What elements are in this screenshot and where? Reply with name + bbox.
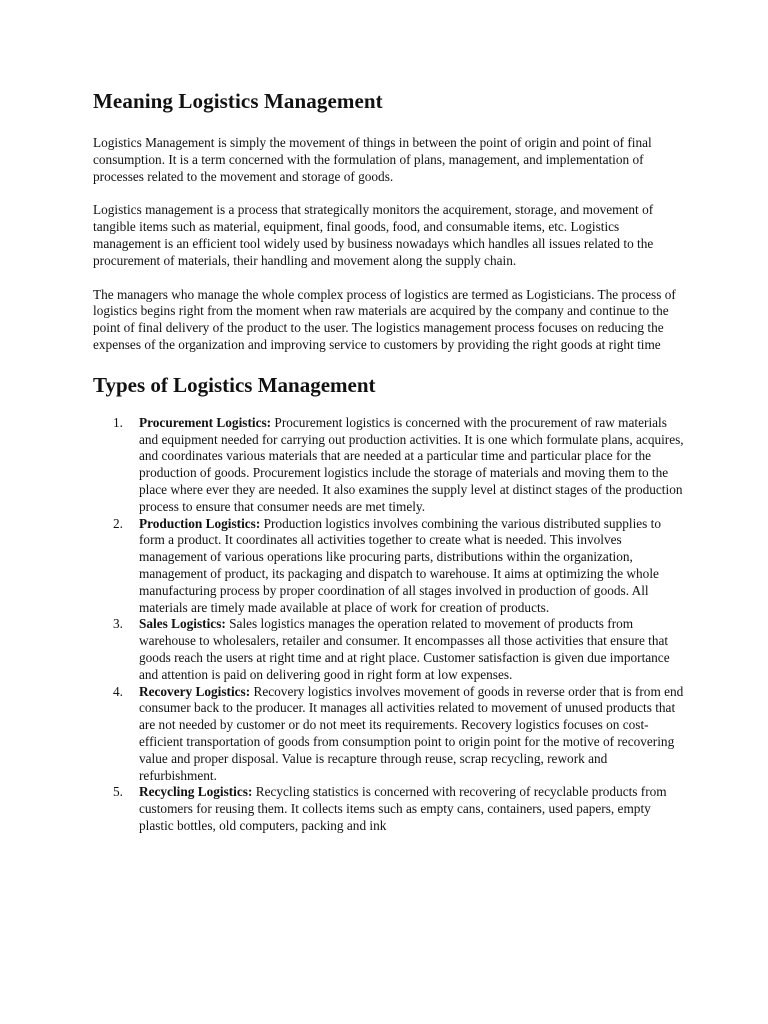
list-item-recycling (113, 784, 685, 834)
item-label: Recycling Logistics: (139, 784, 253, 800)
list-number: 4. (113, 683, 123, 699)
list-item-production (113, 515, 685, 617)
paragraph-logisticians: The managers who manage the whole complex process of logistics are termed as Logisticians. The process of logistics begins right from the moment when raw materials are acquired by the company and continue to the point of final delivery of the product to the user. The logistics management process focuses on reducing the expenses of the organization and improving service to customers by providing the right goods at right time (93, 286, 676, 352)
item-text: Procurement logistics is concerned with the procurement of raw materials and equipment needed for carrying out production activities. It is one which formulate plans, acquires, and coordinates various materials that are needed at a particular time and particular place for the production of goods. Procurement logistics include the storage of materials and moving them to the place where ever they are needed. It also examines the supply level at distinct stages of the production process to ensure that consumer needs are met timely. (139, 414, 684, 514)
item-text: Recycling statistics is concerned with recovering of recyclable products from customers for reusing them. It collects items such as empty cans, containers, used papers, empty plastic bottles, old computers, packing and ink (139, 784, 667, 833)
types-list (93, 415, 685, 835)
item-label: Sales Logistics: (139, 616, 226, 632)
list-number: 5. (113, 784, 123, 800)
list-item-procurement (113, 414, 685, 516)
list-number: 3. (113, 616, 123, 632)
heading-types: Types of Logistics Management (93, 372, 376, 397)
heading-meaning: Meaning Logistics Management (93, 89, 383, 113)
list-number: 1. (113, 414, 123, 430)
paragraph-process: Logistics management is a process that strategically monitors the acquirement, storage, and movement of tangible items such as material, equipment, final goods, food, and consumable items, etc. Logistics management is an efficient tool widely used by business nowadays which handles all issues related to the procurement of materials, their handling and movement along the supply chain. (93, 202, 654, 268)
list-item-sales (113, 616, 685, 683)
item-label: Recovery Logistics: (139, 683, 251, 699)
paragraph-definition: Logistics Management is simply the movement of things in between the point of origin and point of final consumption. It is a term concerned with the formulation of plans, management, and implementation of processes related to the movement and storage of goods. (93, 135, 652, 184)
list-number: 2. (113, 515, 123, 531)
item-label: Procurement Logistics: (139, 414, 272, 430)
item-label: Production Logistics: (139, 515, 261, 531)
item-text: Sales logistics manages the operation related to movement of products from warehouse to wholesalers, retailer and consumer. It encompasses all those activities that ensure that goods reach the users at right time and at right place. Customer satisfaction is given due importance and attention is paid on delivering good in right form at low expenses. (139, 616, 670, 682)
document-page (93, 87, 683, 835)
item-text: Recovery logistics involves movement of goods in reverse order that is from end consumer back to the producer. It manages all activities related to movement of unused products that are not needed by customer or do not meet its requirements. Recovery logistics focuses on cost-efficient transportation of goods from consumption point to origin point for the motive of recovering value and proper disposal. Value is recapture through reuse, scrap recycling, rework and refurbishment. (139, 683, 684, 783)
item-text: Production logistics involves combining the various distributed supplies to form a product. It coordinates all activities together to create what is needed. This involves management of various operations like procuring parts, distributions within the organization, management of product, its packaging and dispatch to warehouse. It aims at optimizing the whole manufacturing process by proper coordination of all stages involved in production of goods. All materials are timely made available at place of work for creation of products. (139, 515, 662, 615)
list-item-recovery (113, 683, 685, 785)
